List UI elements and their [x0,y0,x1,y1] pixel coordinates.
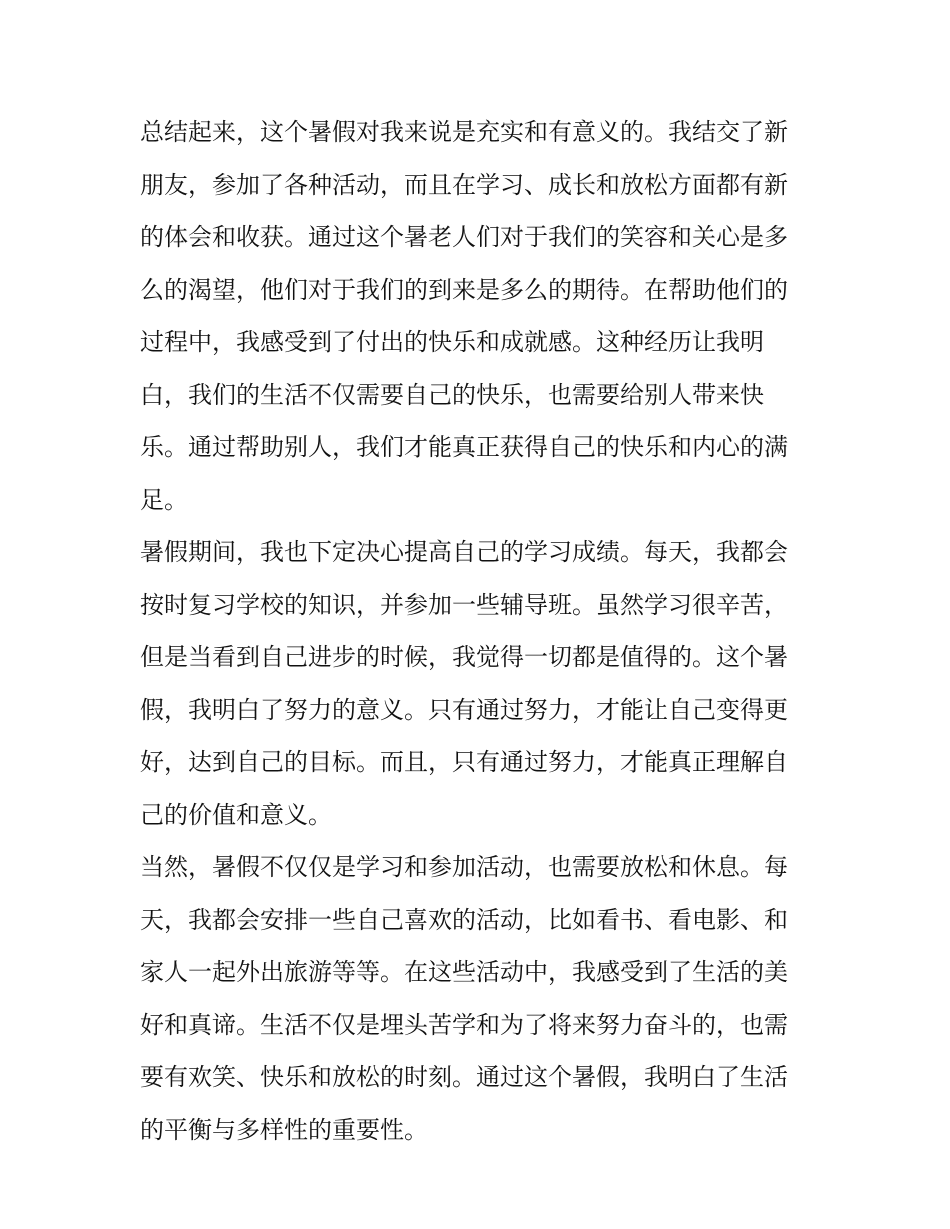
paragraph-relax [140,841,812,1156]
paragraph-study [140,526,812,841]
text-line: 家人一起外出旅游等等。在这些活动中，我感受到了生活的美 [140,958,788,986]
text-line: 么的渴望，他们对于我们的到来是多么的期待。在帮助他们的 [140,275,788,304]
text-line: 总结起来，这个暑假对我来说是充实和有意义的。我结交了新 [140,118,788,146]
text-line: 乐。通过帮助别人，我们才能真正获得自己的快乐和内心的满 [140,433,788,461]
text-line: 好和真谛。生活不仅是埋头苦学和为了将来努力奋斗的，也需 [140,1010,788,1039]
text-line: 假，我明白了努力的意义。只有通过努力，才能让自己变得更 [140,695,788,724]
paragraph-summary [140,106,812,526]
text-line: 过程中，我感受到了付出的快乐和成就感。这种经历让我明 [140,328,764,356]
text-line: 朋友，参加了各种活动，而且在学习、成长和放松方面都有新 [140,170,788,199]
text-line: 好，达到自己的目标。而且，只有通过努力，才能真正理解自 [140,748,788,776]
text-line: 己的价值和意义。 [140,800,332,829]
text-line: 但是当看到自己进步的时候，我觉得一切都是值得的。这个暑 [140,643,788,671]
text-line: 足。 [140,485,188,514]
document-body [140,106,812,1156]
text-line: 要有欢笑、快乐和放松的时刻。通过这个暑假，我明白了生活 [140,1063,788,1091]
text-line: 的平衡与多样性的重要性。 [140,1115,428,1144]
text-line: 白，我们的生活不仅需要自己的快乐，也需要给别人带来快 [140,380,764,409]
text-line: 当然，暑假不仅仅是学习和参加活动，也需要放松和休息。每 [140,853,788,881]
text-line: 暑假期间，我也下定决心提高自己的学习成绩。每天，我都会 [140,538,788,566]
text-line: 天，我都会安排一些自己喜欢的活动，比如看书、看电影、和 [140,905,788,934]
text-line: 按时复习学校的知识，并参加一些辅导班。虽然学习很辛苦， [140,590,788,619]
text-line: 的体会和收获。通过这个暑老人们对于我们的笑容和关心是多 [140,223,788,251]
